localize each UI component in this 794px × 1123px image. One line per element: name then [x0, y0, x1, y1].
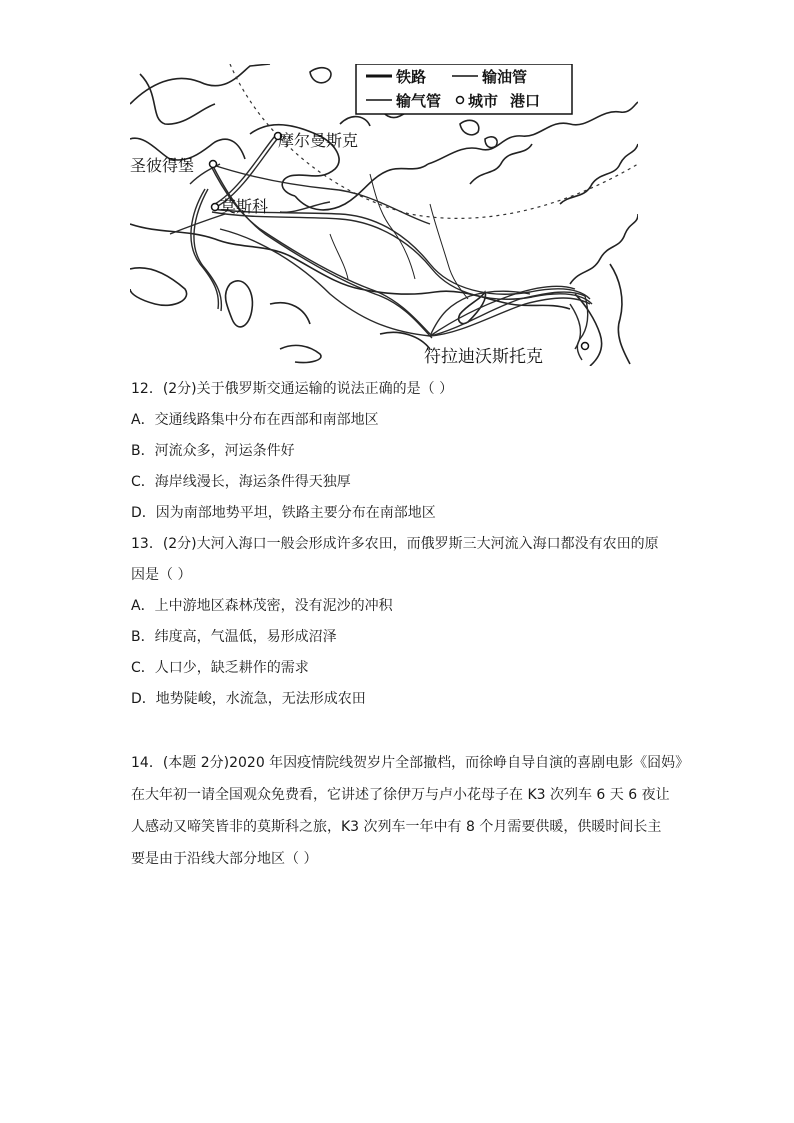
city-markers [210, 133, 589, 350]
question-13-option-a: A．上中游地区森林茂密，没有泥沙的冲积 [131, 598, 393, 614]
map-svg [130, 64, 638, 366]
legend-city: 城市 [468, 92, 499, 110]
label-st-petersburg: 圣彼得堡 [130, 156, 195, 175]
city-circle-icon [210, 161, 217, 168]
legend-port: 港口 [510, 92, 541, 110]
legend-railway: 铁路 [396, 68, 427, 86]
map-legend [356, 64, 572, 114]
question-13-option-b: B．纬度高，气温低，易形成沼泽 [131, 629, 337, 645]
question-14-line-2: 在大年初一请全国观众免费看，它讲述了徐伊万与卢小花母子在 K3 次列车 6 天 6 夜让 [131, 787, 670, 803]
question-13-option-d: D．地势陡峻，水流急，无法形成农田 [131, 691, 366, 707]
question-13-option-c: C．人口少，缺乏耕作的需求 [131, 660, 309, 676]
label-moscow: 莫斯科 [220, 197, 269, 216]
question-13-stem-line-2: 因是（ ） [131, 567, 192, 583]
question-14-line-3: 人感动又啼笑皆非的莫斯科之旅，K3 次列车一年中有 8 个月需要供暖，供暖时间长主 [131, 819, 662, 835]
question-12-stem: 12．(2分)关于俄罗斯交通运输的说法正确的是（ ） [131, 381, 454, 397]
question-12-option-c: C．海岸线漫长，海运条件得天独厚 [131, 474, 351, 490]
russia-transport-map [130, 64, 638, 366]
question-12-option-a: A．交通线路集中分布在西部和南部地区 [131, 412, 379, 428]
city-circle-icon [457, 97, 464, 104]
city-circle-icon [212, 204, 219, 211]
label-vladivostok: 符拉迪沃斯托克 [424, 347, 543, 366]
question-14-line-1: 14．(本题 2分)2020 年因疫情院线贺岁片全部撤档，而徐峥自导自演的喜剧电影《囧妈》 [131, 755, 690, 771]
legend-gas-pipeline: 输气管 [396, 92, 442, 110]
question-14-line-4: 要是由于沿线大部分地区（ ） [131, 851, 318, 867]
question-12-option-b: B．河流众多，河运条件好 [131, 443, 295, 459]
transport-lines [170, 136, 592, 360]
question-12-option-d: D．因为南部地势平坦，铁路主要分布在南部地区 [131, 505, 436, 521]
city-circle-icon [582, 343, 589, 350]
question-13-stem-line-1: 13．(2分)大河入海口一般会形成许多农田，而俄罗斯三大河流入海口都没有农田的原 [131, 536, 659, 552]
label-murmansk: 摩尔曼斯克 [278, 131, 359, 150]
legend-oil-pipeline: 输油管 [482, 68, 528, 86]
